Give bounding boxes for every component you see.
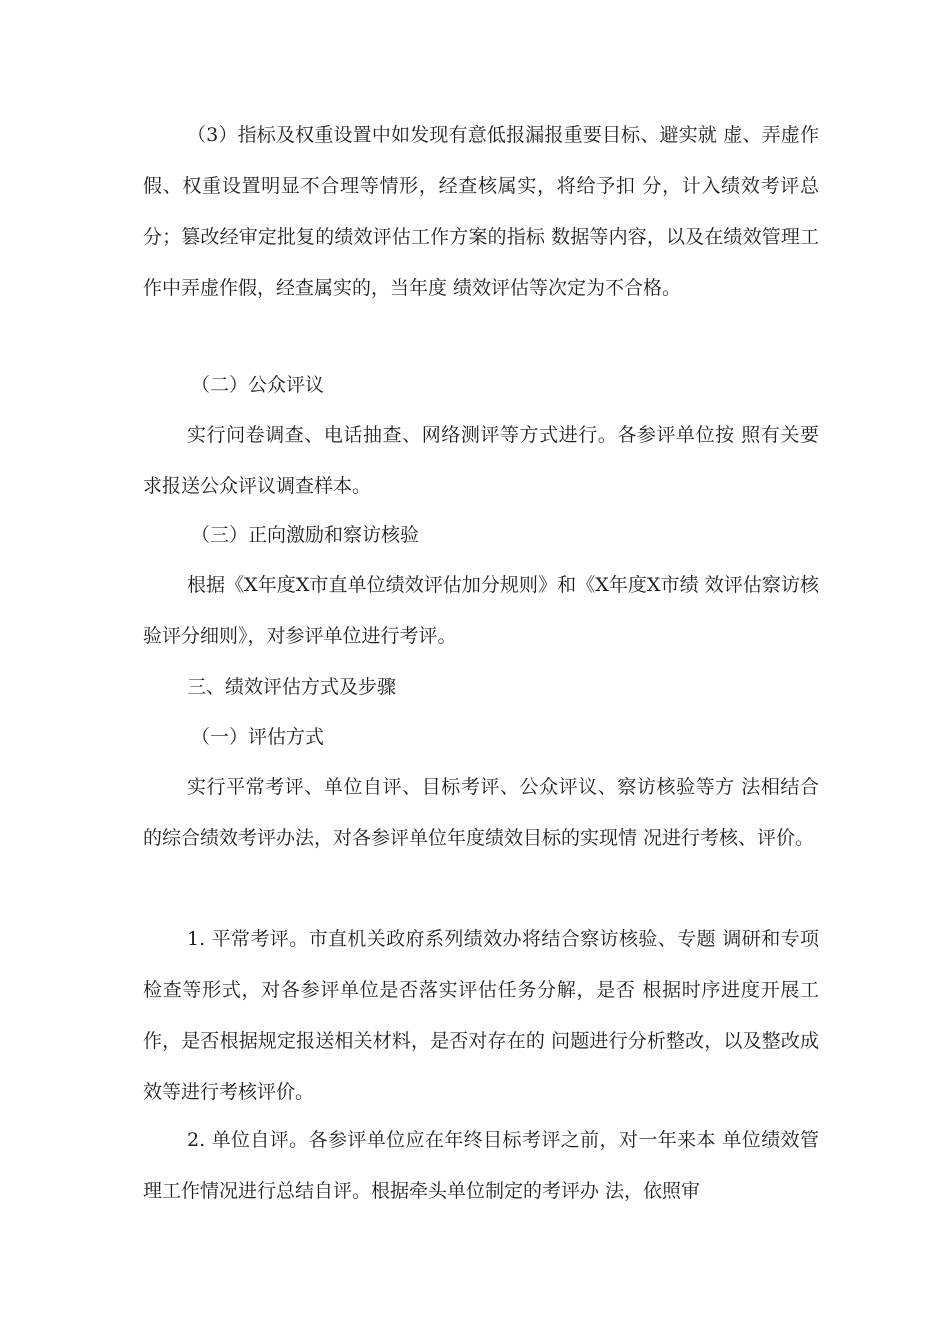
paragraph-routine-evaluation: 1. 平常考评。市直机关政府系列绩效办将结合察访核验、专题 调研和专项检查等形式，对各参评单位是否落实评估任务分解，是否 根据时序进度开展工作，是否根据规定报送相关材料，是否对存在的 问题进行分析整改，以及整改成效等进行考核评价。	[143, 928, 819, 1103]
heading-section-three: 三、绩效评估方式及步骤	[187, 676, 397, 698]
heading-evaluation-method: （一）评估方式	[191, 726, 325, 748]
paragraph-indicator-weight-penalty: （3）指标及权重设置中如发现有意低报漏报重要目标、避实就 虚、弄虚作假、权重设置明显不合理等情形，经查核属实，将给予扣 分，计入绩效考评总分；篡改经审定批复的绩效评估工作方案的指标 数据等内容，以及在绩效管理工作中弄虚作假，经查属实的，当年度 绩效评估等次定为不合格。	[143, 124, 819, 299]
paragraph-incentive-verification: 根据《X年度X市直单位绩效评估加分规则》和《X年度X市绩 效评估察访核验评分细则》，对参评单位进行考评。	[143, 574, 819, 647]
heading-public-review: （二）公众评议	[191, 374, 325, 396]
paragraph-public-review: 实行问卷调查、电话抽查、网络测评等方式进行。各参评单位按 照有关要求报送公众评议调查样本。	[143, 424, 819, 497]
paragraph-evaluation-method: 实行平常考评、单位自评、目标考评、公众评议、察访核验等方 法相结合的综合绩效考评办法，对各参评单位年度绩效目标的实现情 况进行考核、评价。	[143, 776, 819, 849]
paragraph-self-evaluation: 2. 单位自评。各参评单位应在年终目标考评之前，对一年来本 单位绩效管理工作情况进行总结自评。根据牵头单位制定的考评办 法，依照审	[143, 1129, 819, 1202]
heading-incentive-verification: （三）正向激励和察访核验	[191, 524, 420, 546]
